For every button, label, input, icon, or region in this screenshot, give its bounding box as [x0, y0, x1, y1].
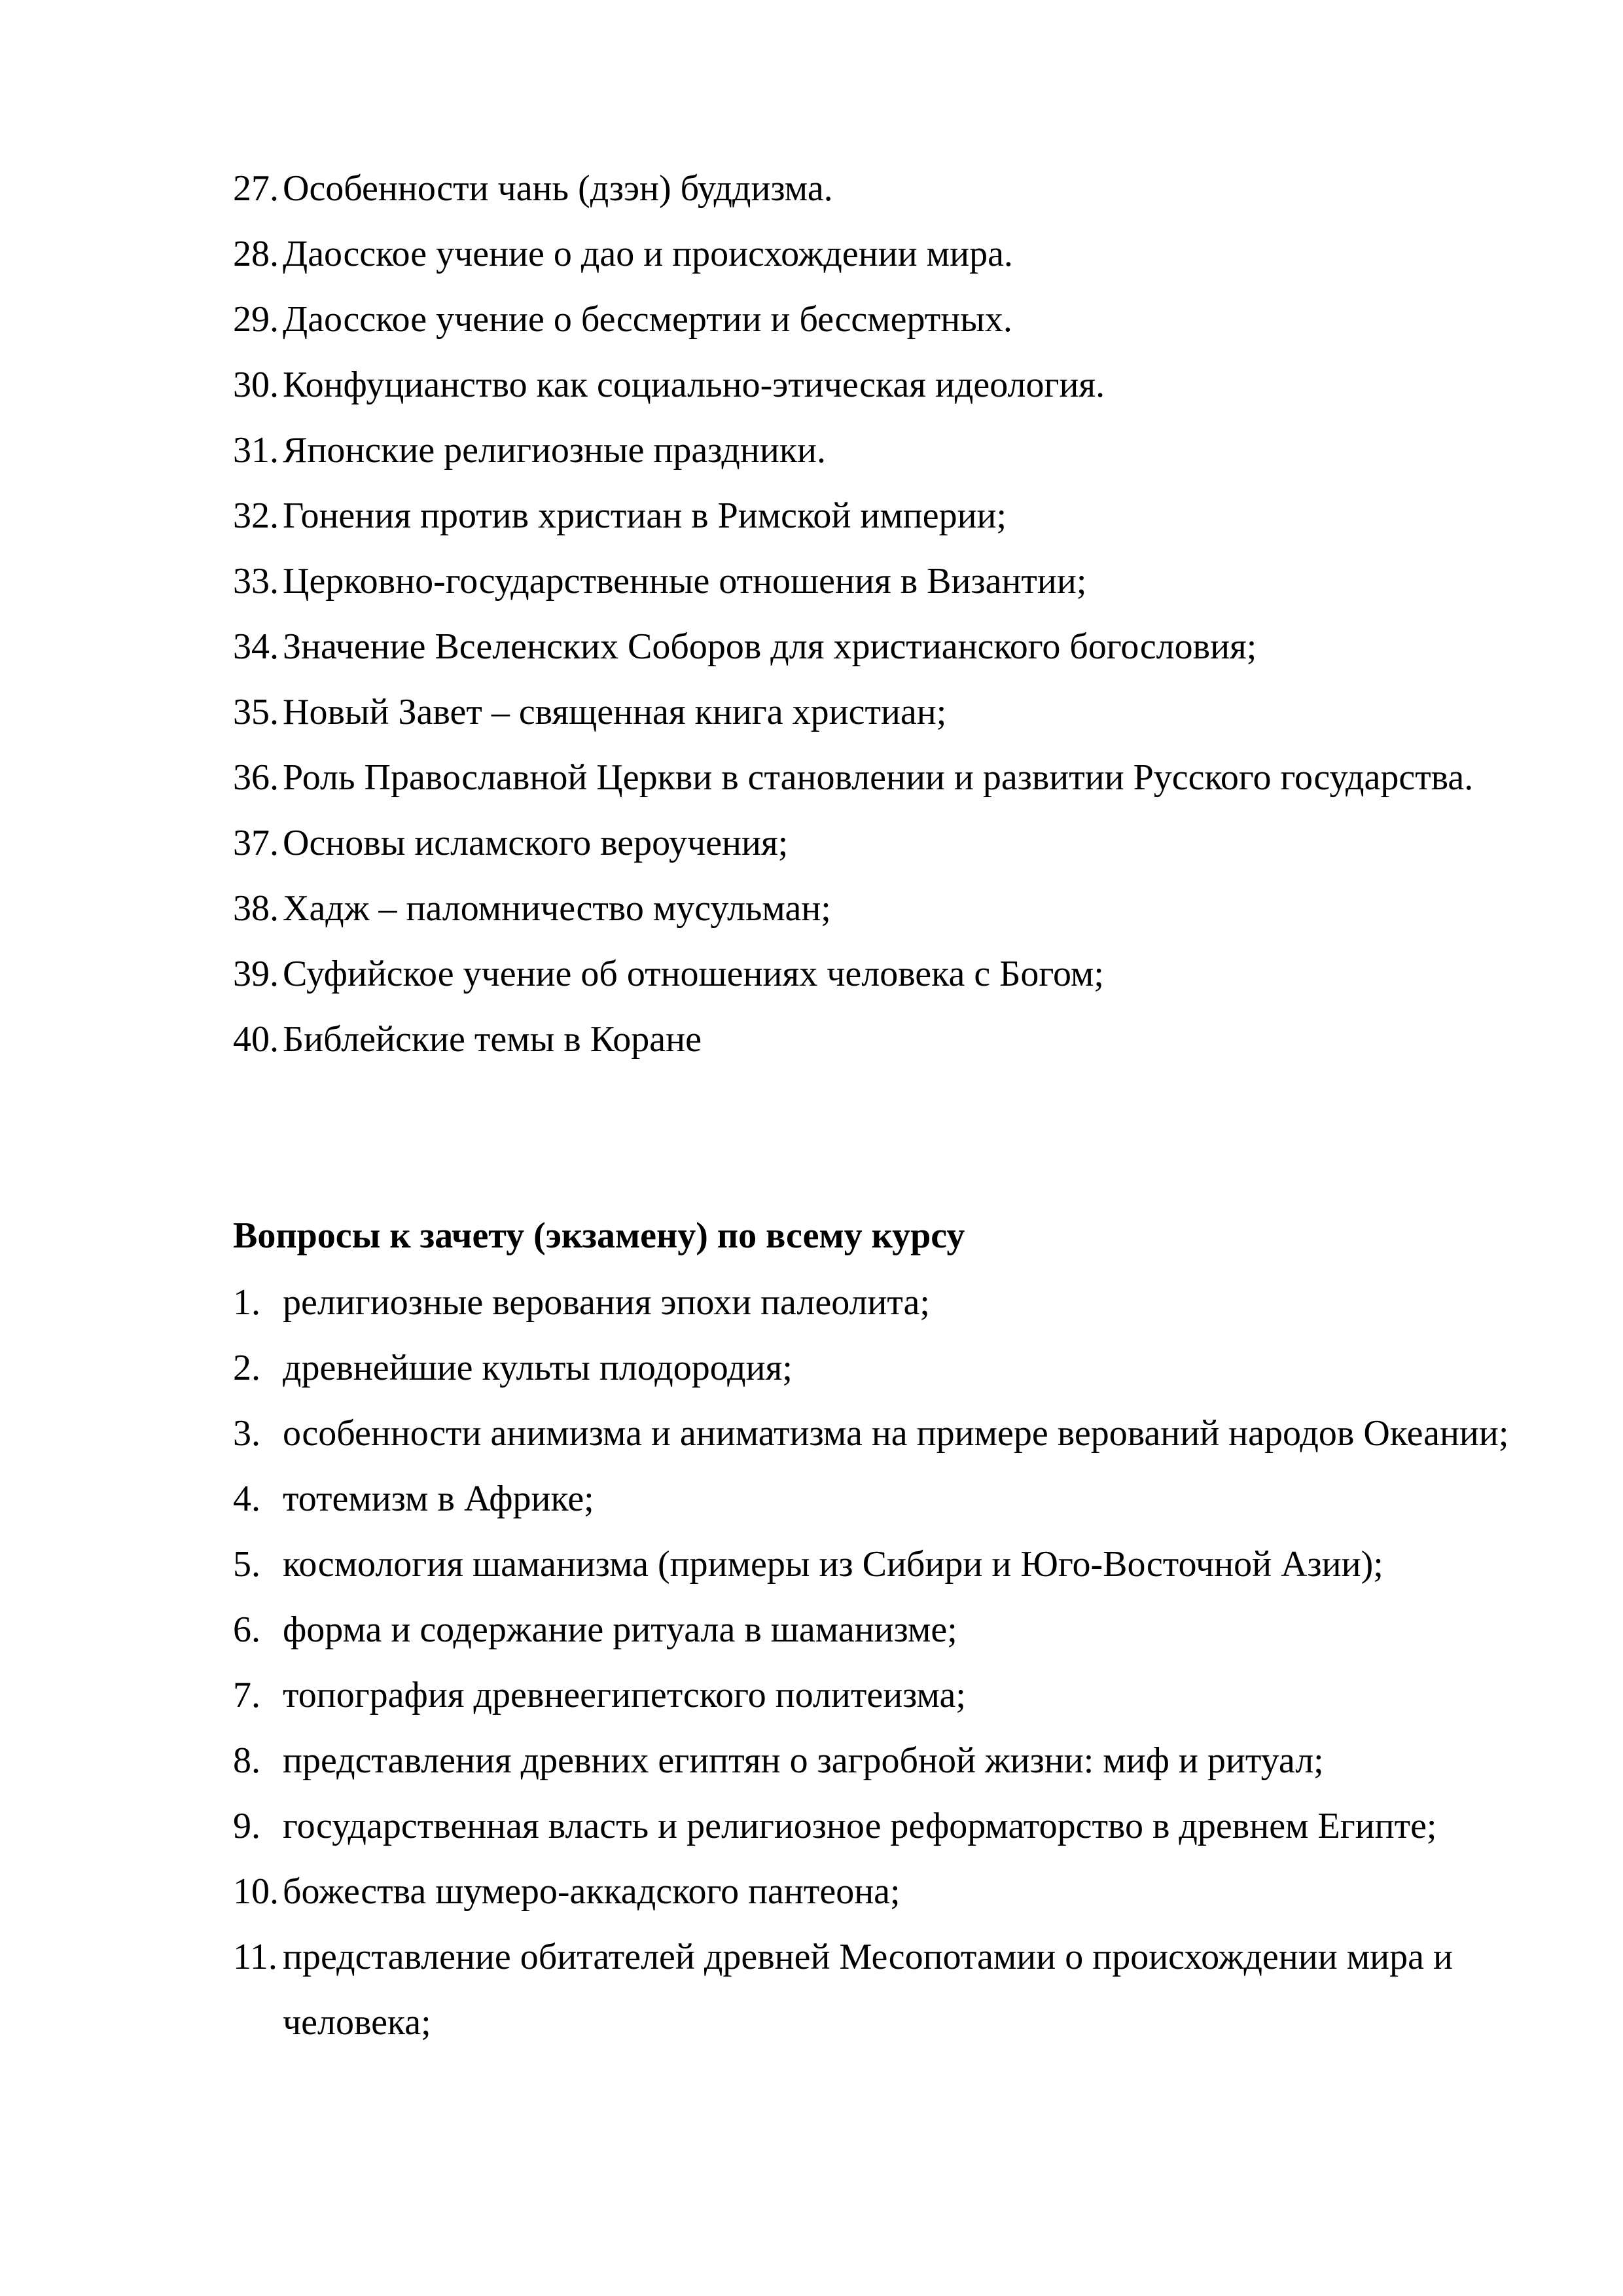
item-text: Основы исламского вероучения;: [283, 823, 789, 863]
item-text: Значение Вселенских Соборов для христианского богословия;: [283, 626, 1257, 667]
list-item: [233, 548, 1535, 614]
item-text: государственная власть и религиозное реформаторство в древнем Египте;: [283, 1806, 1437, 1846]
item-number: 29.: [233, 299, 279, 340]
list-item: [233, 418, 1535, 483]
list-item: [233, 1662, 1535, 1728]
list-item: [233, 679, 1535, 745]
item-number: 1.: [233, 1282, 260, 1323]
list-item: [233, 1466, 1535, 1532]
exam-questions-list: [233, 1270, 1535, 2055]
item-text: Японские религиозные праздники.: [283, 430, 826, 471]
item-text: особенности анимизма и аниматизма на примере верований народов Океании;: [283, 1413, 1509, 1454]
list-item: [233, 156, 1535, 221]
list-item: [233, 810, 1535, 876]
item-number: 32.: [233, 495, 279, 536]
item-text: Церковно-государственные отношения в Византии;: [283, 561, 1087, 601]
item-number: 27.: [233, 168, 279, 209]
item-text: тотемизм в Африке;: [283, 1479, 594, 1519]
item-text: Суфийское учение об отношениях человека с Богом;: [283, 954, 1104, 994]
item-text: форма и содержание ритуала в шаманизме;: [283, 1609, 957, 1650]
list-item: [233, 1924, 1535, 2055]
item-number: 30.: [233, 365, 279, 405]
item-number: 31.: [233, 430, 279, 471]
item-text: Новый Завет – священная книга христиан;: [283, 692, 947, 732]
item-text: Конфуцианство как социально-этическая идеология.: [283, 365, 1105, 405]
list-item: [233, 941, 1535, 1007]
section-heading: Вопросы к зачету (экзамену) по всему курсу: [233, 1215, 965, 1256]
item-number: 7.: [233, 1675, 260, 1715]
list-item: [233, 483, 1535, 548]
list-item: [233, 1859, 1535, 1924]
list-item: [233, 221, 1535, 287]
list-item: [233, 1793, 1535, 1859]
item-number: 34.: [233, 626, 279, 667]
list-item: [233, 1007, 1535, 1072]
item-text: представление обитателей древней Месопотамии о происхождении мира и человека;: [283, 1937, 1453, 2043]
item-text: Роль Православной Церкви в становлении и развитии Русского государства.: [283, 757, 1474, 798]
item-number: 35.: [233, 692, 279, 732]
item-text: Хадж – паломничество мусульман;: [283, 888, 831, 929]
item-number: 39.: [233, 954, 279, 994]
item-text: Даосское учение о дао и происхождении мира.: [283, 234, 1013, 274]
list-item: [233, 614, 1535, 679]
item-text: древнейшие культы плодородия;: [283, 1348, 793, 1388]
item-text: Гонения против христиан в Римской империи;: [283, 495, 1007, 536]
item-number: 9.: [233, 1806, 260, 1846]
item-number: 40.: [233, 1019, 279, 1060]
item-text: космология шаманизма (примеры из Сибири и Юго-Восточной Азии);: [283, 1544, 1383, 1585]
item-text: божества шумеро-аккадского пантеона;: [283, 1871, 901, 1912]
list-item: [233, 352, 1535, 418]
item-number: 3.: [233, 1413, 260, 1454]
list-item: [233, 1532, 1535, 1597]
list-item: [233, 1270, 1535, 1335]
list-item: [233, 745, 1535, 810]
item-text: Библейские темы в Коране: [283, 1019, 702, 1060]
item-number: 28.: [233, 234, 279, 274]
item-number: 10.: [233, 1871, 279, 1912]
topics-list: [233, 156, 1535, 1072]
item-text: представления древних египтян о загробной жизни: миф и ритуал;: [283, 1740, 1324, 1781]
list-item: [233, 876, 1535, 941]
list-item: [233, 1728, 1535, 1793]
item-number: 38.: [233, 888, 279, 929]
item-number: 8.: [233, 1740, 260, 1781]
item-number: 6.: [233, 1609, 260, 1650]
item-text: топография древнеегипетского политеизма;: [283, 1675, 966, 1715]
item-text: религиозные верования эпохи палеолита;: [283, 1282, 930, 1323]
item-number: 4.: [233, 1479, 260, 1519]
item-text: Даосское учение о бессмертии и бессмертных.: [283, 299, 1012, 340]
list-item: [233, 1335, 1535, 1401]
list-item: [233, 1597, 1535, 1662]
item-number: 2.: [233, 1348, 260, 1388]
item-number: 5.: [233, 1544, 260, 1585]
item-number: 33.: [233, 561, 279, 601]
list-item: [233, 1401, 1535, 1466]
item-text: Особенности чань (дзэн) буддизма.: [283, 168, 833, 209]
list-item: [233, 287, 1535, 352]
item-number: 11.: [233, 1937, 277, 1977]
item-number: 37.: [233, 823, 279, 863]
item-number: 36.: [233, 757, 279, 798]
